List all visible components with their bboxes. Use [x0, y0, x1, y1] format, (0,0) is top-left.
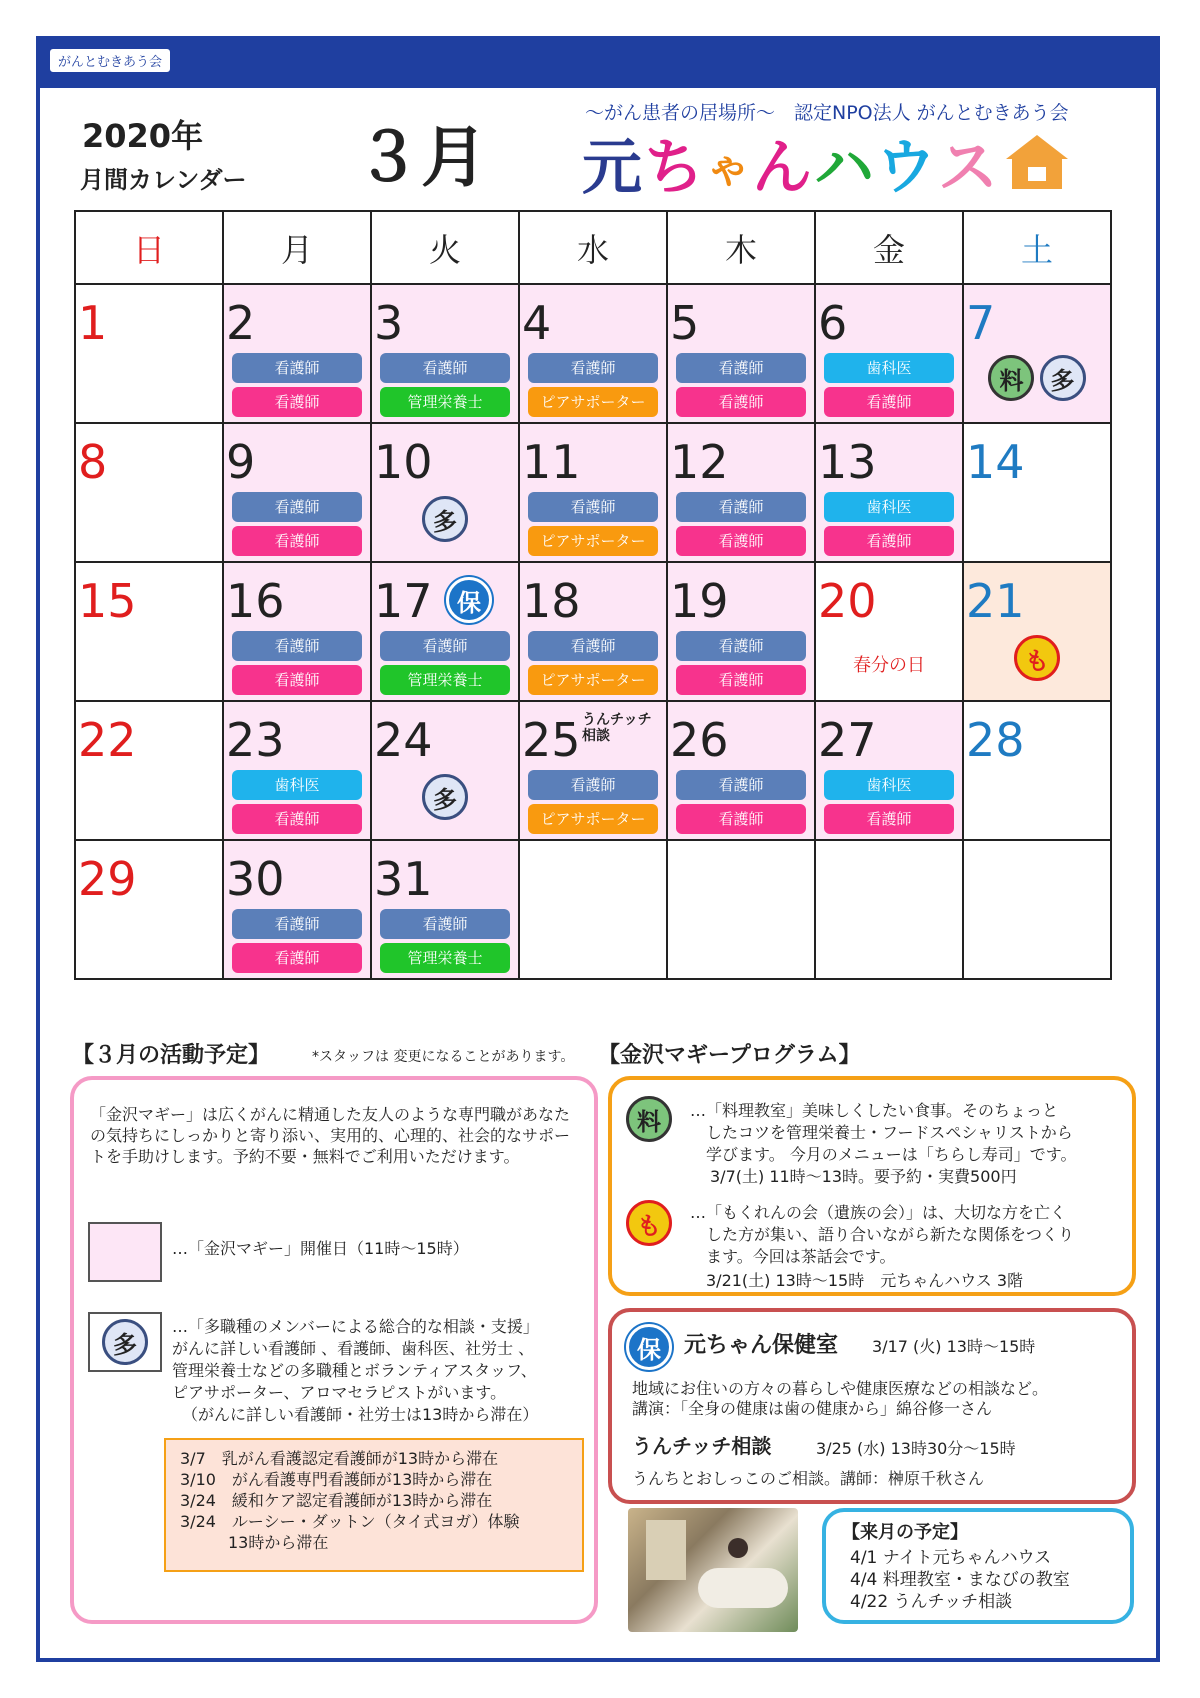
logo-char: ん — [752, 133, 814, 203]
legend-ta-line: …「多職種のメンバーによる総合的な相談・支援」 — [172, 1317, 539, 1336]
peer-badge: ピアサポーター — [528, 526, 658, 556]
nurse-schedule-box — [164, 1438, 584, 1572]
calendar-week — [75, 701, 1111, 840]
nurse-badge: 看護師 — [232, 665, 362, 695]
nurse-badge: 看護師 — [528, 353, 658, 383]
day-cell[interactable] — [223, 423, 371, 562]
day-cell[interactable] — [667, 284, 815, 423]
day-cell[interactable] — [223, 284, 371, 423]
day-cell[interactable] — [963, 284, 1111, 423]
nurse-badge: 看護師 — [232, 492, 362, 522]
mokuren-desc: …「もくれんの会（遺族の会）」は、大切な方を亡く — [690, 1203, 1067, 1222]
empty-cell — [815, 840, 963, 979]
nurse-schedule-item: 3/24 緩和ケア認定看護師が13時から滞在 — [180, 1491, 493, 1510]
day-number: 19 — [670, 574, 729, 628]
nurse-schedule-item: 13時から滞在 — [180, 1533, 329, 1552]
mokuren-icon: も — [1014, 635, 1060, 681]
weekday-header — [75, 211, 1111, 284]
nutritionist-badge: 管理栄養士 — [380, 387, 510, 417]
nurse-badge: 看護師 — [380, 909, 510, 939]
day-cell[interactable] — [815, 562, 963, 701]
day-number: 5 — [670, 296, 700, 350]
event-photo — [628, 1508, 798, 1632]
day-number: 25 — [522, 713, 581, 767]
health-room-time: 3/17 (火) 13時〜15時 — [872, 1337, 1036, 1356]
day-cell[interactable] — [75, 423, 223, 562]
nurse-schedule-item: 3/10 がん看護専門看護師が13時から滞在 — [180, 1470, 493, 1489]
unchichi-label — [582, 712, 652, 744]
house-icon — [1006, 135, 1068, 191]
dentist-badge: 歯科医 — [232, 770, 362, 800]
peer-badge: ピアサポーター — [528, 387, 658, 417]
cooking-desc: 学びます。 今月のメニューは「ちらし寿司」です。 — [706, 1145, 1077, 1164]
legend-ta-line: （がんに詳しい看護師・社労士は13時から滞在） — [182, 1405, 539, 1424]
weekday-fri: 金 — [815, 211, 963, 284]
day-number: 11 — [522, 435, 581, 489]
dentist-badge: 歯科医 — [824, 770, 954, 800]
logo-char: ウ — [876, 133, 938, 203]
dentist-badge: 歯科医 — [824, 492, 954, 522]
logo-char: ス — [938, 133, 1000, 203]
day-cell[interactable] — [519, 284, 667, 423]
nurse-badge: 看護師 — [824, 526, 954, 556]
cooking-desc: …「料理教室」美味しくしたい食事。そのちょっと — [690, 1101, 1059, 1120]
nurse-badge: 看護師 — [528, 631, 658, 661]
multi-profession-legend — [88, 1312, 162, 1372]
nurse-schedule-item: 3/24 ルーシー・ダットン（タイ式ヨガ）体験 — [180, 1512, 520, 1531]
legend-ta-line: 管理栄養士などの多職種とボランティアスタッフ、 — [172, 1361, 537, 1380]
day-number: 10 — [374, 435, 433, 489]
calendar-week — [75, 284, 1111, 423]
multi-profession-icon: 多 — [422, 496, 468, 542]
day-cell[interactable] — [519, 562, 667, 701]
day-cell[interactable] — [667, 423, 815, 562]
mokuren-icon: も — [626, 1200, 672, 1246]
dentist-badge: 歯科医 — [824, 353, 954, 383]
day-number: 20 — [818, 574, 877, 628]
unchichi-label-line: 相談 — [582, 728, 610, 744]
mokuren-desc: ます。今回は茶話会です。 — [706, 1247, 896, 1266]
health-room-desc: 地域にお住いの方々の暮らしや健康医療などの相談など。 — [632, 1379, 1049, 1398]
org-tagline: 〜がん患者の居場所〜 認定NPO法人 がんとむきあう会 — [585, 102, 1069, 124]
calendar-week — [75, 840, 1111, 979]
nurse-badge: 看護師 — [232, 631, 362, 661]
mokuren-desc: した方が集い、語り合いながら新たな関係をつくり — [706, 1225, 1075, 1244]
day-cell[interactable] — [75, 840, 223, 979]
day-cell[interactable] — [519, 701, 667, 840]
day-cell[interactable] — [815, 701, 963, 840]
unchichi-title: うんチッチ相談 — [632, 1434, 772, 1458]
unchichi-time: 3/25 (水) 13時30分〜15時 — [816, 1439, 1016, 1458]
day-cell[interactable] — [371, 701, 519, 840]
day-number: 3 — [374, 296, 404, 350]
day-cell[interactable] — [371, 423, 519, 562]
weekday-thu: 木 — [667, 211, 815, 284]
holiday-label: 春分の日 — [853, 655, 925, 676]
nurse-badge: 看護師 — [380, 353, 510, 383]
org-tag: がんとむきあう会 — [49, 48, 171, 73]
day-cell[interactable] — [963, 701, 1111, 840]
legend-ta-line: ピアサポーター、アロマセラピストがいます。 — [172, 1383, 507, 1402]
day-number: 12 — [670, 435, 729, 489]
day-cell[interactable] — [75, 562, 223, 701]
nurse-badge: 看護師 — [232, 943, 362, 973]
day-cell[interactable] — [519, 423, 667, 562]
legend-ta-line: がんに詳しい看護師 、看護師、歯科医、社労士 、 — [172, 1339, 535, 1358]
day-number: 14 — [966, 435, 1025, 489]
nurse-badge: 看護師 — [232, 353, 362, 383]
nurse-schedule-item: 3/7 乳がん看護認定看護師が13時から滞在 — [180, 1449, 499, 1468]
day-cell[interactable] — [815, 284, 963, 423]
program-heading: 【金沢マギープログラム】 — [598, 1043, 861, 1068]
day-cell[interactable] — [75, 284, 223, 423]
health-room-icon: 保 — [446, 577, 492, 623]
logo-char: 元 — [582, 133, 644, 203]
day-cell[interactable] — [371, 284, 519, 423]
nurse-badge: 看護師 — [232, 909, 362, 939]
nurse-badge: 看護師 — [380, 631, 510, 661]
day-cell[interactable] — [667, 701, 815, 840]
nurse-badge: 看護師 — [824, 387, 954, 417]
nurse-badge: 看護師 — [676, 526, 806, 556]
day-cell[interactable] — [667, 562, 815, 701]
next-month-item: 4/1 ナイト元ちゃんハウス — [850, 1548, 1052, 1568]
day-cell[interactable] — [963, 423, 1111, 562]
day-number: 27 — [818, 713, 877, 767]
day-cell[interactable] — [223, 562, 371, 701]
cooking-date: 3/7(土) 11時〜13時。要予約・実費500円 — [710, 1167, 1017, 1186]
day-number: 6 — [818, 296, 848, 350]
day-number: 9 — [226, 435, 256, 489]
day-number: 28 — [966, 713, 1025, 767]
day-number: 23 — [226, 713, 285, 767]
nurse-badge: 看護師 — [232, 387, 362, 417]
day-cell[interactable] — [75, 701, 223, 840]
peer-badge: ピアサポーター — [528, 665, 658, 695]
day-number: 31 — [374, 852, 433, 906]
day-number: 26 — [670, 713, 729, 767]
title-subtitle: 月間カレンダー — [80, 166, 247, 194]
maggie-intro: 「金沢マギー」は広くがんに精通した友人のような専門職があなたの気持ちにしっかりと寄り添い、実用的、心理的、社会的なサポートを手助けします。予約不要・無料でご利用いただけます。 — [90, 1105, 571, 1166]
day-number: 29 — [78, 852, 137, 906]
day-number: 21 — [966, 574, 1025, 628]
nurse-badge: 看護師 — [676, 770, 806, 800]
nurse-badge: 看護師 — [676, 631, 806, 661]
empty-cell — [963, 840, 1111, 979]
day-number: 16 — [226, 574, 285, 628]
day-number: 18 — [522, 574, 581, 628]
day-cell[interactable] — [371, 840, 519, 979]
day-number: 30 — [226, 852, 285, 906]
logo-char: ハ — [814, 133, 876, 203]
health-room-icon: 保 — [626, 1324, 672, 1370]
next-month-heading: 【来月の予定】 — [842, 1522, 968, 1543]
calendar-week — [75, 423, 1111, 562]
day-number: 8 — [78, 435, 108, 489]
nutritionist-badge: 管理栄養士 — [380, 943, 510, 973]
weekday-wed: 水 — [519, 211, 667, 284]
nurse-badge: 看護師 — [824, 804, 954, 834]
calendar-table — [74, 210, 1112, 980]
nurse-badge: 看護師 — [676, 353, 806, 383]
unchichi-label-line: うんチッチ — [582, 712, 652, 728]
day-number: 4 — [522, 296, 552, 350]
nurse-badge: 看護師 — [528, 492, 658, 522]
multi-profession-icon: 多 — [422, 774, 468, 820]
logo-char: ゃ — [706, 142, 752, 193]
day-number: 7 — [966, 296, 996, 350]
weekday-sat: 土 — [963, 211, 1111, 284]
next-month-item: 4/22 うんチッチ相談 — [850, 1592, 1013, 1612]
title-year: 2020年 — [82, 117, 204, 155]
next-month-item: 4/4 料理教室・まなびの教室 — [850, 1570, 1070, 1590]
weekday-sun: 日 — [75, 211, 223, 284]
nurse-badge: 看護師 — [528, 770, 658, 800]
calendar-week — [75, 562, 1111, 701]
day-cell[interactable] — [223, 701, 371, 840]
day-number: 17 — [374, 574, 433, 628]
day-number: 2 — [226, 296, 256, 350]
activities-heading: 【３月の活動予定】 — [72, 1043, 271, 1068]
maggie-day-swatch — [88, 1222, 162, 1282]
cooking-class-icon: 料 — [988, 355, 1034, 401]
day-number: 15 — [78, 574, 137, 628]
weekday-tue: 火 — [371, 211, 519, 284]
legend-maggie: …「金沢マギー」開催日（11時〜15時） — [172, 1239, 469, 1258]
logo — [582, 130, 1068, 203]
title-month: ３月 — [355, 119, 487, 196]
unchichi-desc: うんちとおしっこのご相談。講師：榊原千秋さん — [632, 1469, 985, 1488]
day-number: 24 — [374, 713, 433, 767]
day-cell[interactable] — [223, 840, 371, 979]
day-cell[interactable] — [963, 562, 1111, 701]
day-cell[interactable] — [371, 562, 519, 701]
day-number: 1 — [78, 296, 108, 350]
logo-char: ち — [644, 133, 706, 203]
nurse-badge: 看護師 — [676, 665, 806, 695]
nurse-badge: 看護師 — [232, 804, 362, 834]
empty-cell — [667, 840, 815, 979]
empty-cell — [519, 840, 667, 979]
health-room-lecture: 講演：「全身の健康は歯の健康から」綿谷修一さん — [632, 1399, 993, 1418]
nurse-badge: 看護師 — [232, 526, 362, 556]
day-cell[interactable] — [815, 423, 963, 562]
cooking-class-icon: 料 — [626, 1096, 672, 1142]
staff-note: *スタッフは 変更になることがあります。 — [312, 1049, 575, 1065]
weekday-mon: 月 — [223, 211, 371, 284]
nurse-badge: 看護師 — [676, 387, 806, 417]
peer-badge: ピアサポーター — [528, 804, 658, 834]
mokuren-date: 3/21(土) 13時〜15時 元ちゃんハウス 3階 — [706, 1271, 1024, 1290]
day-number: 22 — [78, 713, 137, 767]
day-number: 13 — [818, 435, 877, 489]
nurse-badge: 看護師 — [676, 492, 806, 522]
health-room-title: 元ちゃん保健室 — [684, 1333, 839, 1358]
nurse-badge: 看護師 — [676, 804, 806, 834]
nutritionist-badge: 管理栄養士 — [380, 665, 510, 695]
multi-profession-icon: 多 — [1040, 355, 1086, 401]
multi-profession-icon: 多 — [102, 1319, 148, 1365]
cooking-desc: したコツを管理栄養士・フードスペシャリストから — [706, 1123, 1073, 1142]
